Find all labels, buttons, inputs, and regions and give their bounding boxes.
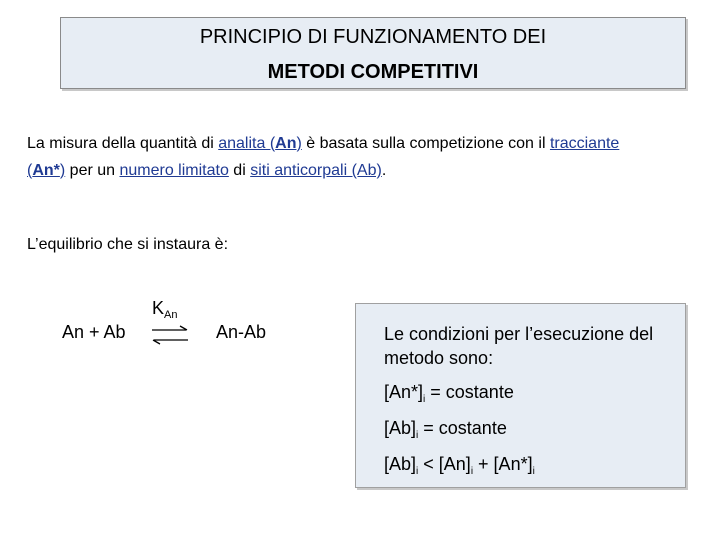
conditions-intro: Le condizioni per l’esecuzione del metodo sono:	[384, 324, 654, 368]
c1-sub: i	[423, 394, 426, 405]
text-segment: di	[228, 162, 251, 179]
c2-b: = costante	[418, 418, 507, 438]
an-text: An	[275, 135, 297, 152]
k-symbol: K	[152, 298, 165, 318]
condition-3	[384, 454, 535, 477]
analita-link[interactable]	[218, 135, 302, 152]
equilibrium-intro: L’equilibrio che si instaura è:	[27, 236, 229, 253]
anstar-link[interactable]	[27, 162, 65, 179]
text-segment: La misura della quantità di	[27, 135, 219, 152]
c3-sub1: i	[416, 466, 419, 477]
equation-right: An-Ab	[216, 322, 267, 342]
equilibrium-constant	[152, 298, 177, 321]
c2-sub: i	[416, 430, 419, 441]
c1-a: [An*]	[384, 382, 424, 402]
c3-a: [Ab]	[384, 454, 417, 474]
c3-c: + [An*]	[473, 454, 533, 474]
paren-open: (	[27, 162, 33, 179]
paren-close: )	[296, 135, 302, 152]
text-segment: per un	[65, 162, 120, 179]
c3-sub3: i	[532, 466, 535, 477]
intro-paragraph	[27, 130, 707, 184]
title-box	[60, 17, 686, 89]
text-segment: è basata sulla competizione con il	[301, 135, 550, 152]
paren-close: )	[59, 162, 66, 179]
c3-b: < [An]	[418, 454, 471, 474]
text-segment: .	[381, 162, 387, 179]
title-line-2: METODI COMPETITIVI	[267, 61, 479, 83]
tracciante-link[interactable]: tracciante	[549, 135, 620, 152]
title-line-1: PRINCIPIO DI FUNZIONAMENTO DEI	[199, 26, 547, 48]
condition-2	[384, 418, 507, 441]
anstar-text: An*	[32, 162, 60, 179]
conditions-box	[355, 303, 686, 488]
siti-link[interactable]: siti anticorpali (Ab)	[250, 162, 382, 179]
equation-left: An + Ab	[62, 322, 126, 342]
numero-link[interactable]: numero limitato	[119, 162, 229, 179]
k-subscript: An	[164, 309, 178, 321]
condition-1	[384, 382, 514, 405]
analita-text: analita (	[218, 135, 276, 152]
c1-b: = costante	[425, 382, 514, 402]
equilibrium-arrows-icon	[150, 324, 190, 346]
c2-a: [Ab]	[384, 418, 417, 438]
c3-sub2: i	[470, 466, 474, 477]
